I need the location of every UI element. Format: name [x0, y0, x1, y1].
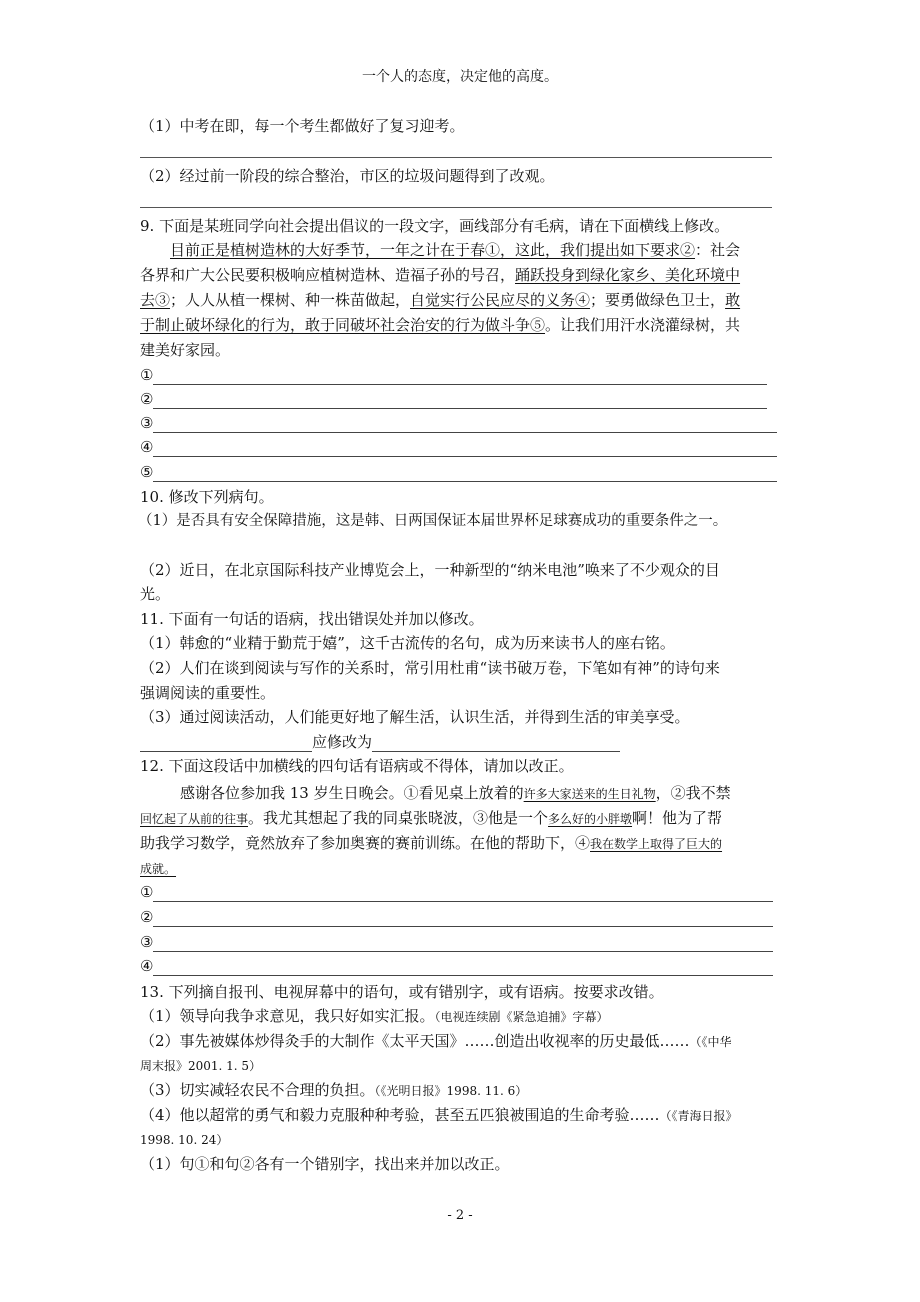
- q12-passage-line: 助我学习数学，竟然放弃了参加奥赛的赛前训练。在他的帮助下，④我在数学上取得了巨大的: [140, 834, 723, 852]
- q11-item-2-cont: 强调阅读的重要性。: [140, 684, 276, 702]
- underlined-phrase: 成就。: [140, 862, 177, 876]
- q10-item-1: （1）是否具有安全保障措施，这是韩、日两国保证本届世界杯足球赛成功的重要条件之一。: [138, 513, 728, 529]
- q9-title: 9. 下面是某班同学向社会提出倡议的一段文字，画线部分有毛病，请在下面横线上修改。: [140, 217, 730, 235]
- q9-answer-2[interactable]: ②: [140, 389, 767, 409]
- page-header: 一个人的态度，决定他的高度。: [362, 69, 558, 85]
- underlined-phrase: 回忆起了从前的往事: [140, 812, 249, 826]
- q9-answer-1[interactable]: ①: [140, 365, 767, 385]
- q10-item-2: （2）近日，在北京国际科技产业博览会上，一种新型的“纳米电池”唤来了不少观众的目: [140, 561, 720, 579]
- q9-passage-line: 去③；人人从植一棵树、种一株苗做起，自觉实行公民应尽的义务④；要勇做绿色卫士，敢: [140, 291, 741, 309]
- q8-item-1: （1）中考在即，每一个考生都做好了复习迎考。: [140, 117, 465, 135]
- source-citation: （《中华: [689, 1035, 732, 1049]
- q13-item-3: （3）切实减轻农民不合理的负担。（《光明日报》1998. 11. 6）: [140, 1081, 528, 1099]
- q9-passage-line: 建美好家园。: [140, 341, 231, 359]
- underlined-phrase: 于制止破坏绿化的行为，敢于同破坏社会治安的行为做斗争⑤: [140, 316, 546, 334]
- q12-passage-line: [140, 858, 176, 879]
- source-citation: （《光明日报》1998. 11. 6）: [374, 1084, 528, 1098]
- q8-item-2: （2）经过前一阶段的综合整治，市区的垃圾问题得到了改观。: [140, 167, 555, 185]
- q9-passage-line: 于制止破坏绿化的行为，敢于同破坏社会治安的行为做斗争⑤。让我们用汗水浇灌绿树，共: [140, 316, 741, 334]
- answer-line[interactable]: [140, 207, 772, 208]
- q9-answer-3[interactable]: ③: [140, 413, 777, 433]
- q13-item-4: （4）他以超常的勇气和毅力克服种种考验，甚至五匹狼被围追的生命考验……（《青海日报》: [140, 1106, 738, 1124]
- q12-title: 12. 下面这段话中加横线的四句话有语病或不得体，请加以改正。: [140, 757, 574, 775]
- answer-blank[interactable]: [372, 737, 620, 752]
- q11-item-1: （1）韩愈的“业精于勤荒于嬉”，这千古流传的名句，成为历来读书人的座右铭。: [140, 634, 675, 652]
- q9-answer-5[interactable]: ⑤: [140, 462, 777, 482]
- underlined-phrase: 去③: [140, 291, 171, 309]
- q11-title: 11. 下面有一句话的语病，找出错误处并加以修改。: [140, 610, 484, 628]
- q12-answer-1[interactable]: ①: [140, 882, 773, 902]
- q11-item-2: （2）人们在谈到阅读与写作的关系时，常引用杜甫“读书破万卷，下笔如有神”的诗句来: [140, 659, 720, 677]
- underlined-phrase: 敢: [725, 291, 741, 309]
- q11-item-3: （3）通过阅读活动，人们能更好地了解生活，认识生活，并得到生活的审美享受。: [140, 708, 690, 726]
- q12-answer-2[interactable]: ②: [140, 907, 773, 927]
- page-number: - 2 -: [447, 1208, 473, 1223]
- source-citation: 周末报》2001. 1. 5）: [140, 1059, 262, 1073]
- source-citation: 1998. 10. 24）: [140, 1133, 229, 1147]
- q9-answer-4[interactable]: ④: [140, 437, 777, 457]
- q13-sub-1: （1）句①和句②各有一个错别字，找出来并加以改正。: [140, 1155, 510, 1173]
- answer-blank[interactable]: [140, 737, 312, 752]
- q11-fix-row[interactable]: 应修改为: [140, 732, 620, 752]
- source-citation: （《青海日报》: [659, 1109, 738, 1123]
- underlined-phrase: 自觉实行公民应尽的义务④: [410, 291, 591, 309]
- answer-line[interactable]: [140, 157, 772, 158]
- q13-item-2: （2）事先被媒体炒得灸手的大制作《太平天国》……创造出收视率的历史最低……（《中华: [140, 1032, 732, 1050]
- q12-passage-line: 感谢各位参加我 13 岁生日晚会。①看见桌上放着的许多大家送来的生日礼物，②我不禁: [180, 784, 731, 802]
- q10-title: 10. 修改下列病句。: [140, 488, 274, 506]
- q9-passage-line: 目前正是植树造林的大好季节，一年之计在于春①，这此，我们提出如下要求②：社会: [170, 241, 741, 259]
- q12-passage-line: 回忆起了从前的往事。我尤其想起了我的同桌张晓波，③他是一个多么好的小胖墩啊！他为了帮: [140, 809, 723, 827]
- q9-passage-line: 各界和广大公民要积极响应植树造林、造福子孙的号召，踊跃投身到绿化家乡、美化环境中: [140, 266, 741, 284]
- underlined-phrase: 踊跃投身到绿化家乡、美化环境中: [515, 266, 741, 284]
- underlined-phrase: 许多大家送来的生日礼物: [523, 787, 656, 801]
- q12-answer-4[interactable]: ④: [140, 956, 773, 976]
- underlined-phrase: 多么好的小胖墩: [548, 812, 633, 826]
- q12-answer-3[interactable]: ③: [140, 932, 773, 952]
- underlined-phrase: 我在数学上取得了巨大的: [590, 837, 723, 851]
- q13-item-1: （1）领导向我争求意见，我只好如实汇报。（电视连续剧《紧急追捕》字幕）: [140, 1007, 609, 1025]
- q10-item-2-cont: 光。: [140, 585, 171, 603]
- q13-title: 13. 下列摘自报刊、电视屏幕中的语句，或有错别字，或有语病。按要求改错。: [140, 983, 664, 1001]
- underlined-phrase: 目前正是植树造林的大好季节，一年之计在于春①，这此，我们提出如下要求②: [170, 241, 696, 259]
- source-citation: （电视连续剧《紧急追捕》字幕）: [434, 1010, 609, 1024]
